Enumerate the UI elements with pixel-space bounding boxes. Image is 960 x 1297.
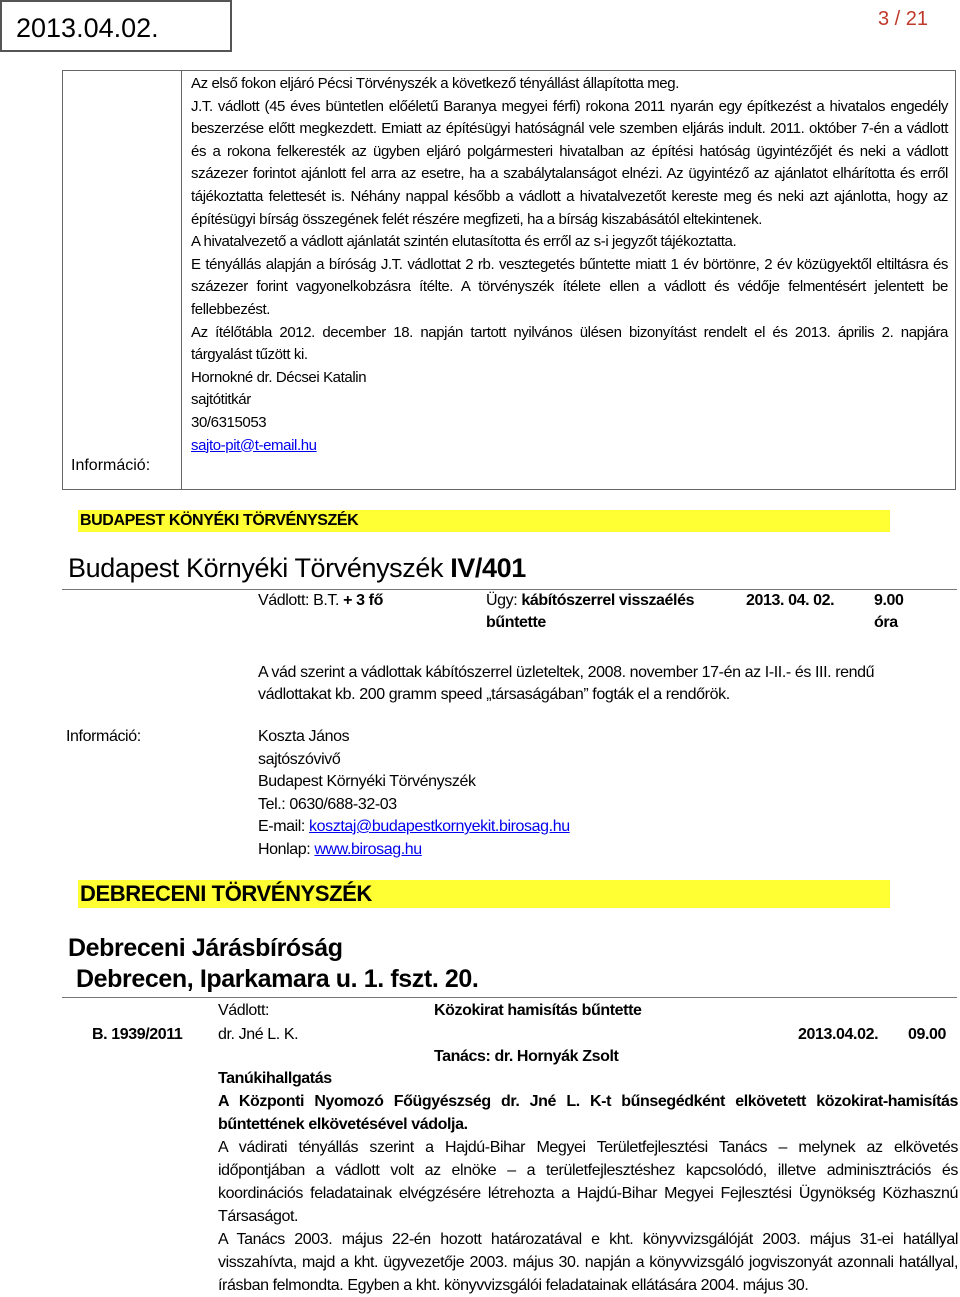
divider <box>62 997 957 998</box>
paragraph: A hivatalvezető a vádlott ajánlatát szintén elutasította és erről az s-i jegyzőt tájékoztatta. <box>191 233 737 251</box>
web-label: Honlap: <box>258 840 315 858</box>
hearing-date: 2013. 04. 02. <box>746 592 835 609</box>
council: Tanács: dr. Hornyák Zsolt <box>434 1048 619 1065</box>
case-number: B. 1939/2011 <box>92 1026 183 1043</box>
info-table-pecs <box>62 70 956 490</box>
email-label: E-mail: <box>258 818 310 835</box>
hearing-time: 09.00 <box>908 1026 947 1043</box>
court-address: Debrecen, Iparkamara u. 1. fszt. 20. <box>76 965 479 993</box>
contact-block <box>258 726 570 861</box>
hearing-time: 9.00 óra <box>874 592 904 631</box>
room-number: IV/401 <box>450 553 526 583</box>
info-label-cell <box>63 71 182 489</box>
website-link[interactable]: www.birosag.hu <box>314 840 422 858</box>
hearing-type: Tanúkihallgatás <box>218 1070 332 1087</box>
court-title-debrecen: Debreceni Járásbíróság <box>68 934 343 962</box>
prosecution: A Központi Nyomozó Főügyészség dr. Jné L. K-t bűnsegédként elkövetett közokirat-hamisítás bűntettének elkövetésével vádolja. <box>218 1093 958 1133</box>
paragraph: A Tanács 2003. május 22-én hozott határozatával e kht. könyvvizsgálóját 2003. május 31-ei hatállyal visszahívta, majd a kht. ügyvezetője 2003. május 30. napján a könyvvizsgáló jogviszonyát azonnali hatállyal, írásban felmondta. Egyben a kht. könyvvizsgálói feladatainak ellátására 2004. május 30. <box>218 1231 958 1294</box>
paragraph: J.T. vádlott (45 éves büntetlen előéletű Baranya megyei férfi) rokona 2011 nyarán egy építkezést a hivatalos engedély beszerzése előtt megkezdett. Emiatt az építésügyi hatóságnál vele szemben eljárás indult. 2011. október 7-én a vádlott és a rokona felkeresték az ügyben eljáró polgármesteri hivatalban az építési hatóság ügyintézőjét és neki a vádlott százezer forintot ajánlott fel arra az esetre, ha a szabálytalanságot elnézi. Az ügyintéző az ajánlatot elhárította és erről tájékoztatta felettesét is. Néhány nappal később a vádlott a hivatalvezetőt kereste meg és neki azt ajánlotta, hogy az építésügyi bírság összegének felét részére megfizeti, ha a bírság kiszabásától eltekintenek. <box>191 97 948 228</box>
court-name: Budapest Környéki Törvényszék <box>68 553 451 583</box>
contact-name: Hornokné dr. Décsei Katalin <box>191 368 367 386</box>
contact-org: Budapest Környéki Törvényszék <box>258 773 476 790</box>
hearing-date: 2013.04.02. <box>798 1026 879 1043</box>
contact-role: sajtószóvivő <box>258 750 341 768</box>
defendant-name: dr. Jné L. K. <box>218 1026 299 1043</box>
case-type <box>486 590 716 634</box>
contact-role: sajtótitkár <box>191 391 251 409</box>
info-label: Információ: <box>71 457 151 474</box>
info-content <box>191 73 948 457</box>
defendant-extra: + 3 fő <box>343 592 383 609</box>
paragraph: A vádirati tényállás szerint a Hajdú-Bihar Megyei Területfejlesztési Tanács – melynek az elkövetés időpontjában a vádlott volt az elnöke – a területfejlesztéshez kapcsolódó, illetve adminisztrációs és koordinációs feladatainak elvégzésére létrehozta a Hajdú-Bihar Megyei Fejlesztési Ügynökség Közhasznú Társaságot. <box>218 1139 958 1225</box>
section-heading-budapest: BUDAPEST KÖNYÉKI TÖRVÉNYSZÉK <box>78 510 890 532</box>
paragraph: Az első fokon eljáró Pécsi Törvényszék a következő tényállást állapította meg. <box>191 75 679 92</box>
info-label: Információ: <box>66 728 141 745</box>
contact-phone: Tel.: 0630/688-32-03 <box>258 795 397 813</box>
defendant-label: Vádlott: <box>218 1002 270 1019</box>
header-date: 2013.04.02. <box>16 13 159 43</box>
case-prefix: Ügy: <box>486 592 522 609</box>
court-title-budapest <box>68 553 526 584</box>
header-date-box <box>0 0 232 52</box>
contact-name: Koszta János <box>258 728 350 745</box>
case-summary: A vád szerint a vádlottak kábítószerrel üzleteltek, 2008. november 17-én az I-II.- és III. rendű vádlottakat kb. 200 gramm speed „társaságában” fogták el a rendőrök. <box>258 664 875 703</box>
charge: Közokirat hamisítás bűntette <box>434 1002 642 1019</box>
section-heading-debrecen: DEBRECENI TÖRVÉNYSZÉK <box>78 880 890 908</box>
contact-email-link[interactable]: sajto-pit@t-email.hu <box>191 436 317 454</box>
paragraph: Az ítélőtábla 2012. december 18. napján tartott nyilvános ülésen bizonyítást rendelt el és 2013. április 2. napjára tárgyalást tűzött ki. <box>191 323 948 364</box>
defendant-prefix: Vádlott: B.T. <box>258 592 344 609</box>
paragraph: E tényállás alapján a bíróság J.T. vádlottat 2 rb. vesztegetés bűntette miatt 1 év börtönre, 2 év közügyektől eltiltásra és százezer forint vagyonelkobzásra ítélte. A törvényszék ítélete ellen a vádlott és védője felmentésért jelentett be fellebbezést. <box>191 255 948 318</box>
case-description <box>218 1090 958 1297</box>
contact-phone: 30/6315053 <box>191 413 267 431</box>
contact-email-link[interactable]: kosztaj@budapestkornyekit.birosag.hu <box>309 818 570 835</box>
defendant <box>258 590 383 612</box>
case-name: kábítószerrel visszaélés bűntette <box>486 592 695 631</box>
page-number: 3 / 21 <box>877 8 928 30</box>
